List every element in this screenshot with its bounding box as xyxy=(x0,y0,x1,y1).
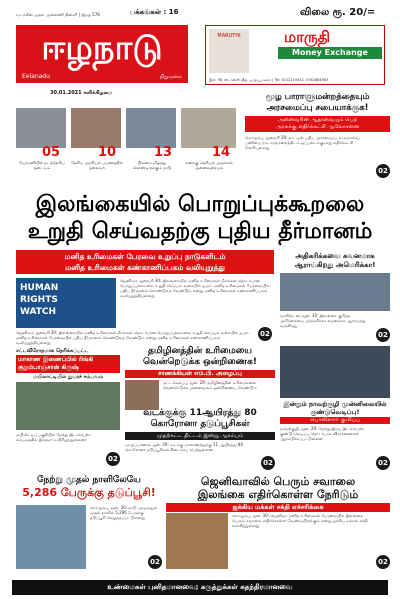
page-badge: 02 xyxy=(376,328,390,342)
page-badge: 02 xyxy=(148,555,162,569)
ad-logo-text: MARUTHI xyxy=(217,33,241,39)
right-story-headline-1: மூழ பாராளுமன்றத்தையும் xyxy=(265,92,370,102)
bottom-left-photo xyxy=(16,505,86,569)
masthead-sub-en: Eelanadu xyxy=(22,73,50,80)
teaser-caption: நிலமை வீழ்ந்து கொண்டிருக்கும் நாடு xyxy=(132,160,172,170)
bottom-left-headline-2: 5,286 பேருக்கு தடுப்பூசி! xyxy=(22,486,156,499)
teaser-photo xyxy=(126,108,176,148)
footer-slogan: உண்மைகள் புனிதமானவை; கருத்துக்கள் சுதந்திரமானவை xyxy=(12,580,388,595)
teaser-caption: யேர்மனியில் நடந்தேறிய தடையம் xyxy=(19,160,65,170)
left-story-kicker: சட்டவிரோதமாக தெரிக்கப்பட்ட xyxy=(16,348,89,354)
us-story-headline-2: ஆராய்கிறது அமெரிக்கா! xyxy=(294,261,376,269)
bottom-right-headline-2: இலங்கை எதிர்கொள்ள நேரிடும் xyxy=(197,488,359,501)
bottom-right-headline-1: ஜெனிவாவில் பெரும் சவாலை xyxy=(200,475,356,488)
ad-logo xyxy=(209,29,249,73)
main-subhead xyxy=(16,250,274,274)
vaccine-story-banner: முதற்கட்ட திட்டம் இன்று ஆரம்பம் xyxy=(125,432,275,440)
main-subhead-1: மனித உரிமைகள் பேரவை உறுப்பு நாடுகளிடம் xyxy=(64,252,226,261)
vaccine-story-body: யாழ்ப்பாணம், ஜன. 29: வடக்கு மாகாணத்துக்கு 11 ஆயிரத்து 80 கொரோனா தடுப்பூசிகள் கிடைக்கப் பெற்றுள்ளன xyxy=(125,442,243,452)
teaser-photo xyxy=(71,108,121,148)
center-story-headline: தமிழினத்தின் உரிமையை வென்றெடுக்க ஒன்றிணைக! xyxy=(143,346,257,367)
bottom-right-body: கொழும்பு, ஜன. 30: ஜெனிவா மனித உரிமைகள் பேரவையில் இலங்கை பெரும் சவாலை எதிர்கொள்ள வேண்டியிருக்கும் என்று ஐக்கிய மக்கள் சக்தி எச்சரித்துள்ளது xyxy=(232,513,368,528)
center-story-red-banner: சாணக்கியன் எம்.பி. அழைப்பு xyxy=(125,370,275,378)
police-story-red-banner: பொலிஸார் குவிப்பு xyxy=(280,417,390,424)
main-body-cont: ஜெனிவா, ஜனவரி 30: இலங்கையில் மனித உரிமைகள் மீறல்கள் தொடர்பான பொறுப்புக்கூறலை உறுதி செய்யும் வகையில் ஐ.நா. மனித உரிமைகள் பேரவையில் புதிய தீர்மானம் கொண்டுவர வேண்டும் என்று மனித உரிமைகள் கண்காணிப்பகம் வலியுறுத்தியுள்ளது xyxy=(16,330,250,345)
center-story-photo xyxy=(125,380,159,410)
left-story-sub: மயிலாட்டியில் துயரச் சம்பவம் xyxy=(33,374,103,380)
left-story xyxy=(16,348,120,468)
teaser-page-num: 10 xyxy=(98,145,117,160)
bottom-right-story xyxy=(166,475,390,575)
issue-date: 30.01.2021 சனிக்கிழமை xyxy=(50,90,113,96)
center-story-body: மட்டக்களப்பு, ஜன. 29: தமிழினத்தின் உரிமைகளை வென்றெடுக்க அனைவரும் ஒன்றிணைய வேண்டும் xyxy=(163,380,257,390)
page-badge: 02 xyxy=(261,456,275,470)
police-story xyxy=(280,346,390,471)
center-story xyxy=(125,346,275,406)
main-headline-2: உறுதி செய்வதற்கு புதிய தீர்மானம் xyxy=(27,219,373,244)
bottom-left-body: கொழும்பு, ஜன. 30: நாடு முழுவதும் முதல் நாளில் 5,286 பேருக்கு தடுப்பூசி செலுத்தப்பட்டுள்ளது xyxy=(90,505,157,520)
ad-banner xyxy=(205,25,385,85)
main-body: ஜெனிவா, ஜனவரி 30: இலங்கையில் மனித உரிமைகள் மீறல்கள் தொடர்பான பொறுப்புக்கூறலை உறுதி செய்யும் வகையில் ஐ.நா. மனித உரிமைகள் பேரவையில் புதிய தீர்மானம் கொண்டுவர வேண்டும் என்று மனித உரிமைகள் கண்காணிப்பகம் வலியுறுத்தியுள்ளது xyxy=(120,278,270,298)
right-story-body: கொழும்பு, ஜனவரி 29: நாட்டின் புதிய அரசமைப்பு உருவாக்கப் பணியை நாடாளுமன்றத்திடம் ஒப்படைக்குமாறு எதிர்க்கட்சி கோரியுள்ளது xyxy=(245,135,361,150)
us-story-body: வாசிங்டன், ஜன. 30: இலங்கை குறித்த அறிக்கையை அமெரிக்கா கவனமாக ஆராய்ந்து வருகிறது xyxy=(280,313,366,328)
right-story-red-line-2: அரசுக்கு எதிர்க்கட்சி ஆலோசனை xyxy=(275,124,360,130)
left-story-body: மயிலிட்டிப் பகுதியில் நேற்று இடம்பெற்ற சம்பவத்தில் இருவர் உயிரிழந்துள்ளனர் xyxy=(16,432,92,442)
vaccine-story xyxy=(125,408,275,470)
hrw-line: WATCH xyxy=(20,307,57,317)
police-story-headline: இன்றும் நாவற்குழி முன்னிலையில் குண்டுவெடிப்பு! xyxy=(283,400,387,416)
masthead xyxy=(16,25,188,83)
us-story-headline-1: அதிகரிக்கவை கவனமாக xyxy=(295,252,375,260)
left-story-photo xyxy=(16,382,120,430)
teaser-caption: எனக்கு தெரியும் அவர்கள் அனைவரையும் xyxy=(185,160,233,170)
right-story-red-line-1: அனைவரின் ஆதரவையும் பெற xyxy=(277,117,358,123)
price: விலை ரூ. 20/= xyxy=(300,7,376,18)
page-count: பக்கங்கள் : 16 xyxy=(130,8,179,16)
us-story-photo xyxy=(280,273,390,311)
right-story-headline-2: அரசமைப்பு சபையாக்குக! xyxy=(266,103,369,113)
main-headline-1: இலங்கையில் பொறுப்புக்கூறலை xyxy=(35,192,365,217)
main-subhead-2: மனித உரிமைகள் கண்காணிப்பகம் வலியுறுத்து xyxy=(65,263,225,272)
teaser-photo xyxy=(181,108,236,148)
hrw-line: RIGHTS xyxy=(20,295,58,305)
bottom-right-red-banner: ஐக்கிய மக்கள் சக்தி எச்சரிக்கை xyxy=(166,503,390,512)
teaser-page-num: 05 xyxy=(42,145,61,160)
page-badge: 02 xyxy=(376,456,390,470)
teaser-strip xyxy=(16,98,236,173)
page-badge: 02 xyxy=(376,555,390,569)
masthead-title: ஈழநாடு xyxy=(41,28,163,68)
masthead-sub-ta: நிறுவனம் xyxy=(160,74,182,80)
bottom-right-photo xyxy=(166,513,228,569)
police-story-photo xyxy=(280,346,390,398)
right-story-red-banner xyxy=(245,116,390,132)
page-badge: 02 xyxy=(376,164,390,178)
teaser-page-num: 13 xyxy=(154,145,173,160)
ad-contact: இல: 98, ஸ்டான்லி வீதி, யாழ்ப்பாணம் | Tel: 0212219432, 0762884983 xyxy=(209,78,329,82)
right-story xyxy=(245,92,390,182)
police-story-body: நாவற்குழி, ஜன. 29: நேற்று இரவு இடம்பெற்ற குண்டு வெடிப்பு தொடர்பாக விசாரணைகள் ஆரம்பிக்கப்பட்டுள்ளன xyxy=(280,426,365,441)
us-story xyxy=(280,252,390,344)
ad-brand: மாருதி xyxy=(284,28,331,46)
left-story-headline: மாகாண இணைப்பில் ரிங்கி குறும்பாஞ்சான் கிருஷ் xyxy=(16,355,120,373)
tagline: வடக்கின் முதல் முன்னணி தினசரி | இதழ் 578 xyxy=(16,12,100,17)
bottom-left-story xyxy=(16,475,162,575)
hrw-logo xyxy=(16,278,116,328)
ad-service: Money Exchange xyxy=(278,47,382,59)
page-badge: 02 xyxy=(106,452,120,466)
teaser-caption: தேசிய அரசியல் பயணத்தில் தலைவர் xyxy=(71,160,123,170)
teaser-photo xyxy=(16,108,66,148)
vaccine-story-headline: வடக்குக்கு 11ஆயிரத்து 80 கொரோனா தடுப்பூசிகள் xyxy=(143,408,257,429)
page-badge: 02 xyxy=(258,327,272,341)
hrw-line: HUMAN xyxy=(20,283,59,293)
teaser-page-num: 14 xyxy=(212,145,231,160)
bottom-left-headline-1: நேற்று முதல் நாளிலேயே xyxy=(37,475,141,485)
